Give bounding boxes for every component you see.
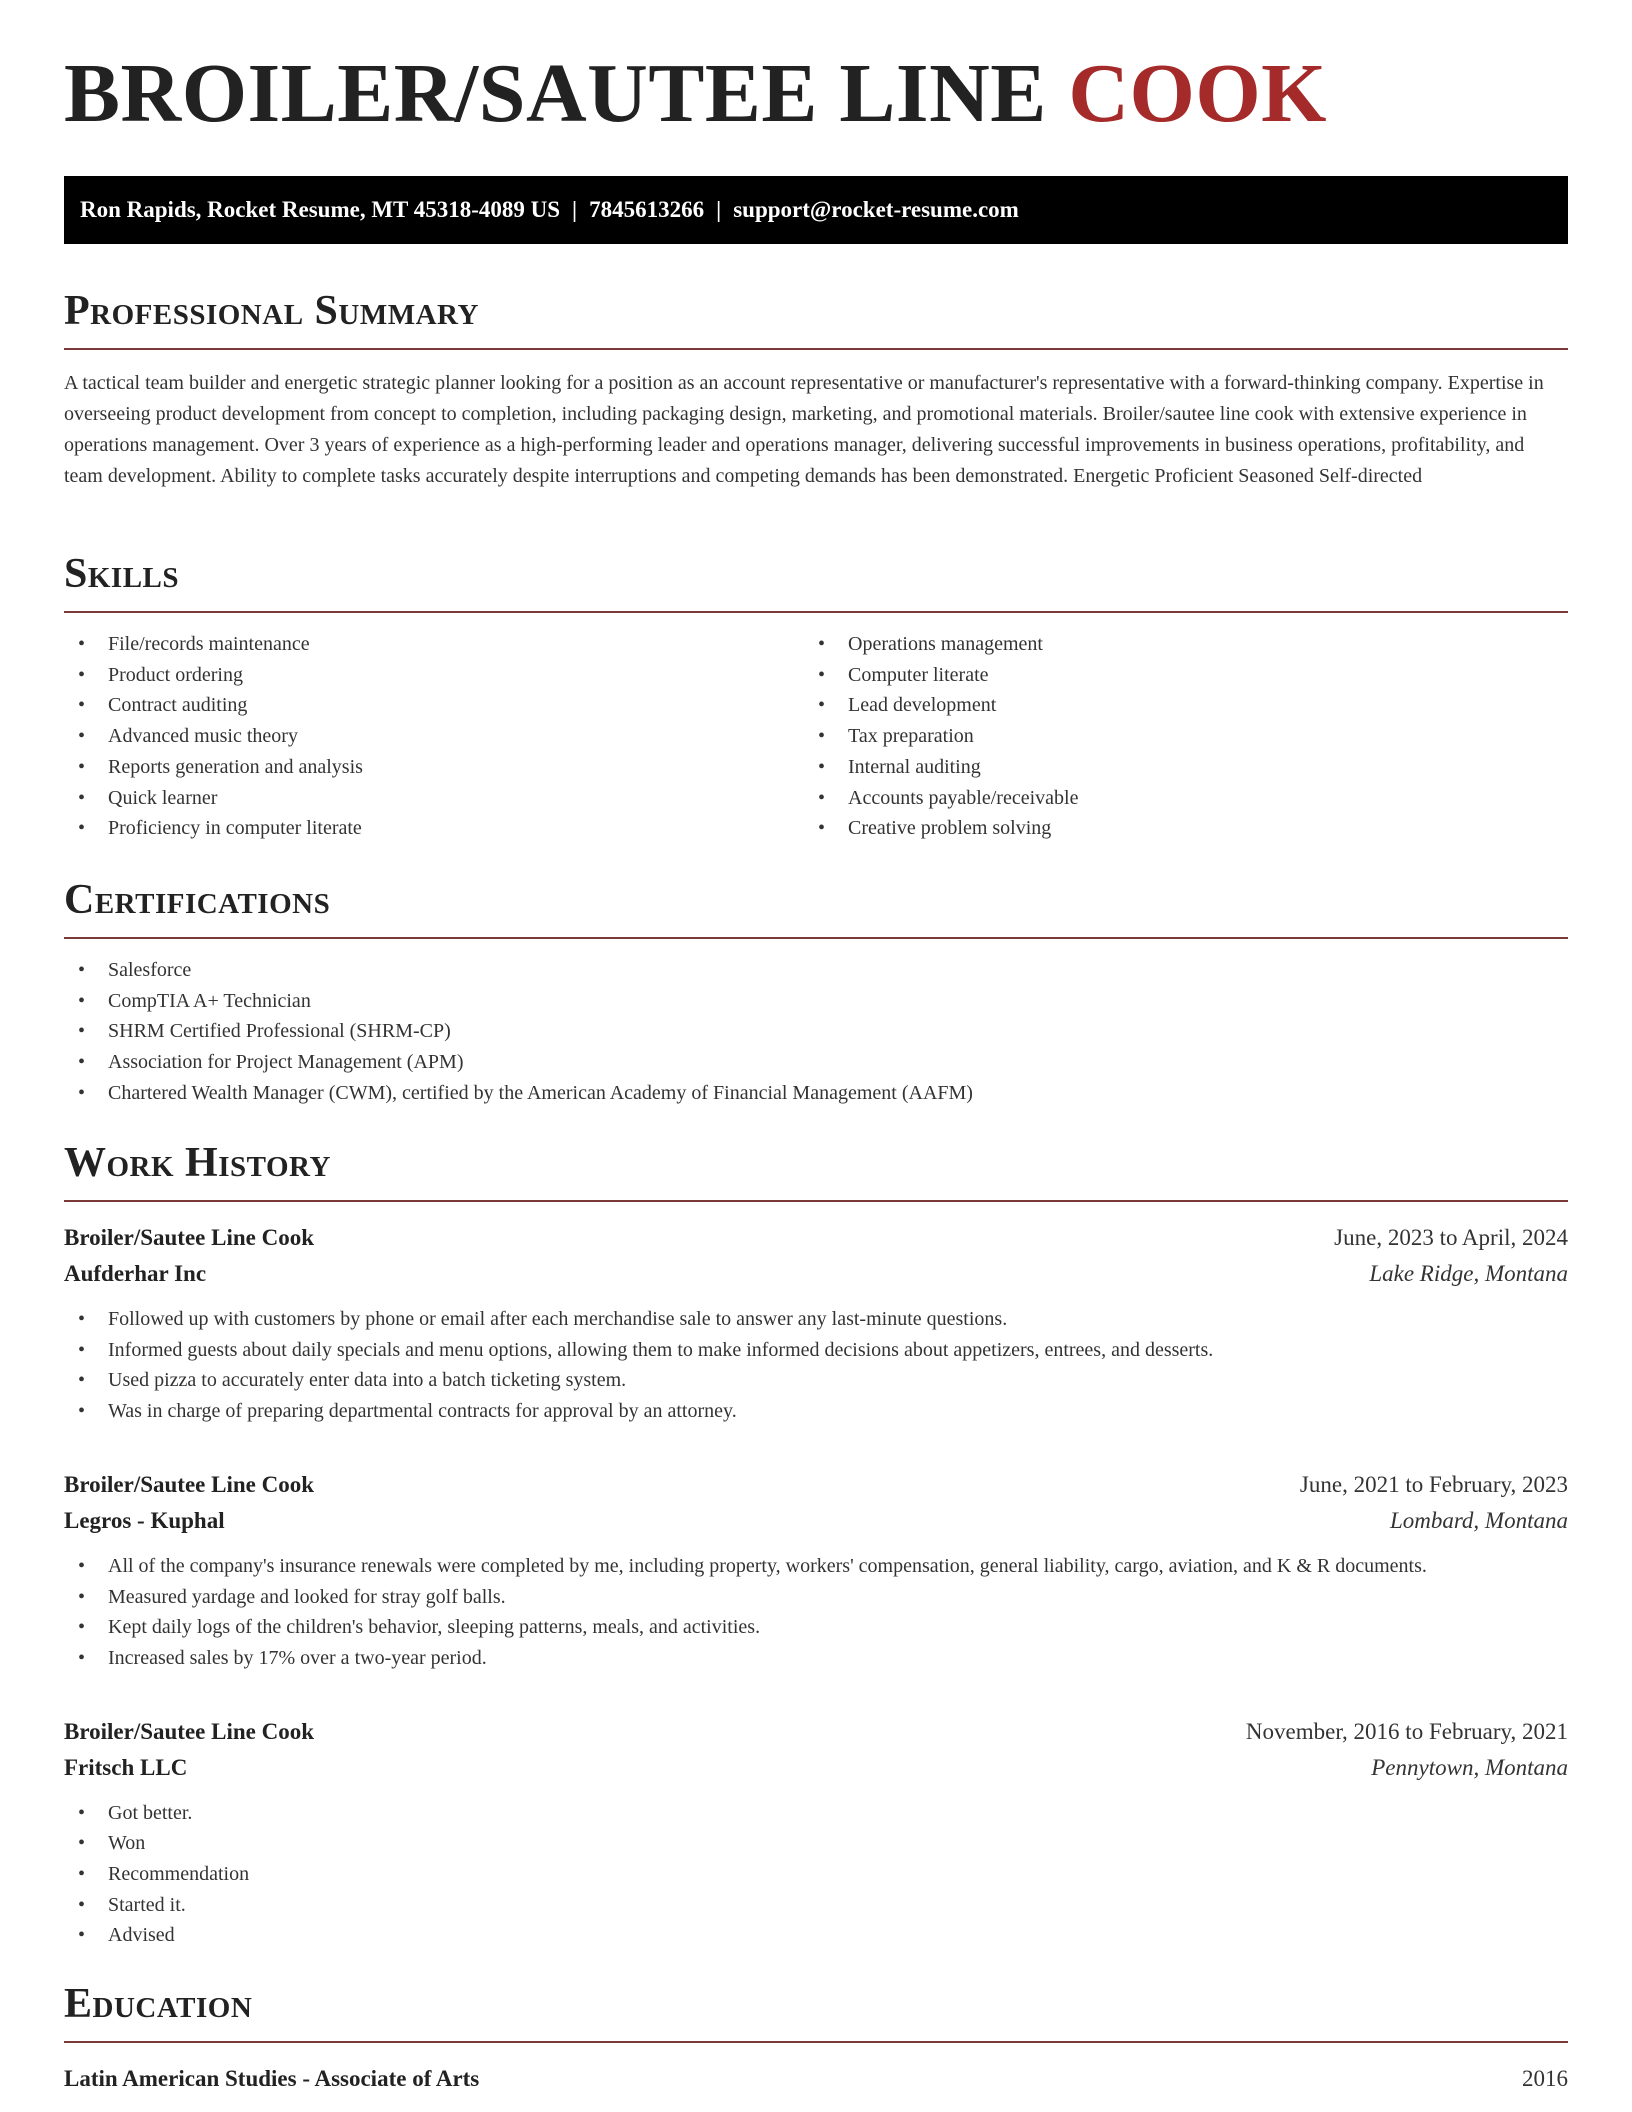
list-item: • Reports generation and analysis bbox=[64, 752, 804, 783]
list-item: • Won bbox=[64, 1828, 1568, 1859]
section-heading: Skills bbox=[64, 551, 180, 597]
list-item: • Proficiency in computer literate bbox=[64, 813, 804, 844]
job-header-row bbox=[64, 1220, 1568, 1256]
job-title: Broiler/Sautee Line Cook bbox=[64, 1471, 315, 1497]
contact-separator: | bbox=[572, 197, 578, 222]
job-company: Fritsch LLC bbox=[64, 1754, 188, 1780]
work-history-section bbox=[64, 1138, 1568, 1951]
job-company: Legros - Kuphal bbox=[64, 1507, 225, 1533]
section-heading: Education bbox=[64, 1981, 253, 2027]
list-item: • Lead development bbox=[804, 690, 1544, 721]
title-main: BROILER/SAUTEE LINE bbox=[64, 47, 1069, 140]
section-divider bbox=[64, 348, 1568, 350]
section-divider bbox=[64, 2041, 1568, 2043]
job-header-row bbox=[64, 1714, 1568, 1750]
skills-list-right bbox=[804, 629, 1544, 844]
job-dates: November, 2016 to February, 2021 bbox=[1245, 1718, 1568, 1744]
list-item: • Association for Project Management (APM) bbox=[64, 1047, 1568, 1078]
list-item: • Tax preparation bbox=[804, 721, 1544, 752]
job-duties-list bbox=[64, 1798, 1568, 1952]
list-item: • Creative problem solving bbox=[804, 813, 1544, 844]
contact-separator: | bbox=[716, 197, 722, 222]
list-item: • Informed guests about daily specials and menu options, allowing them to make informed decisions about appetizers, entrees, and desserts. bbox=[64, 1335, 1568, 1366]
education-section bbox=[64, 1979, 1568, 2097]
list-item: • Increased sales by 17% over a two-year period. bbox=[64, 1643, 1568, 1674]
list-item: • CompTIA A+ Technician bbox=[64, 986, 1568, 1017]
job-title: Broiler/Sautee Line Cook bbox=[64, 1718, 315, 1744]
section-heading: Work History bbox=[64, 1140, 331, 1186]
list-item: • Started it. bbox=[64, 1890, 1568, 1921]
contact-address: Ron Rapids, Rocket Resume, MT 45318-4089 US bbox=[80, 197, 561, 222]
job-location: Pennytown, Montana bbox=[1371, 1754, 1568, 1780]
job-dates: June, 2021 to February, 2023 bbox=[1299, 1471, 1568, 1497]
education-degree: Latin American Studies - Associate of Arts bbox=[64, 2066, 480, 2091]
job-company: Aufderhar Inc bbox=[64, 1261, 207, 1286]
list-item: • Recommendation bbox=[64, 1859, 1568, 1890]
contact-email[interactable]: support@rocket-resume.com bbox=[733, 197, 1019, 222]
list-item: • Contract auditing bbox=[64, 690, 804, 721]
section-heading: Certifications bbox=[64, 877, 331, 923]
list-item: • Measured yardage and looked for stray golf balls. bbox=[64, 1582, 1568, 1613]
list-item: • Accounts payable/receivable bbox=[804, 783, 1544, 814]
job-header-row bbox=[64, 1467, 1568, 1503]
list-item: • Internal auditing bbox=[804, 752, 1544, 783]
title-accent: COOK bbox=[1068, 47, 1327, 140]
job-company-row bbox=[64, 1503, 1568, 1539]
list-item: • Advanced music theory bbox=[64, 721, 804, 752]
section-divider bbox=[64, 1200, 1568, 1202]
job-company-row bbox=[64, 1256, 1568, 1292]
list-item: • Salesforce bbox=[64, 955, 1568, 986]
resume-title bbox=[64, 47, 1327, 140]
job-location: Lombard, Montana bbox=[1389, 1507, 1568, 1533]
list-item: • Followed up with customers by phone or email after each merchandise sale to answer any last-minute questions. bbox=[64, 1304, 1568, 1335]
job-entry bbox=[64, 1714, 1568, 1952]
skills-section bbox=[64, 549, 1568, 844]
summary-text: A tactical team builder and energetic strategic planner looking for a position as an account representative or manufacturer's representative with a forward-thinking company. Expertise in overseeing product development from concept to completion, including packaging design, marketing, and promotional materials. Broiler/sautee line cook with extensive experience in operations management. Over 3 years of experience as a high-performing leader and operations manager, delivering successful improvements in business operations, profitability, and team development. Ability to complete tasks accurately despite interruptions and competing demands has been demonstrated. Energetic Proficient Seasoned Self-directed bbox=[64, 372, 1544, 487]
skills-list-left bbox=[64, 629, 804, 844]
section-heading: Professional Summary bbox=[64, 288, 479, 334]
list-item: • Quick learner bbox=[64, 783, 804, 814]
certifications-list bbox=[64, 955, 1568, 1109]
job-duties-list bbox=[64, 1551, 1568, 1674]
job-entry bbox=[64, 1467, 1568, 1674]
certifications-section bbox=[64, 875, 1568, 1109]
contact-bar bbox=[64, 176, 1568, 244]
list-item: • File/records maintenance bbox=[64, 629, 804, 660]
professional-summary-section bbox=[64, 286, 1568, 492]
section-divider bbox=[64, 937, 1568, 939]
contact-phone: 7845613266 bbox=[589, 197, 705, 222]
list-item: • Chartered Wealth Manager (CWM), certified by the American Academy of Financial Management (AAFM) bbox=[64, 1078, 1568, 1109]
list-item: • Product ordering bbox=[64, 660, 804, 691]
education-header-row bbox=[64, 2061, 1568, 2097]
list-item: • Kept daily logs of the children's behavior, sleeping patterns, meals, and activities. bbox=[64, 1612, 1568, 1643]
education-entry bbox=[64, 2061, 1568, 2097]
skills-grid bbox=[64, 613, 1568, 844]
job-company-row bbox=[64, 1750, 1568, 1786]
list-item: • Got better. bbox=[64, 1798, 1568, 1829]
education-year: 2016 bbox=[1522, 2066, 1568, 2091]
list-item: • Was in charge of preparing departmental contracts for approval by an attorney. bbox=[64, 1396, 1568, 1427]
list-item: • Advised bbox=[64, 1920, 1568, 1951]
job-location: Lake Ridge, Montana bbox=[1369, 1261, 1568, 1286]
job-dates: June, 2023 to April, 2024 bbox=[1334, 1225, 1568, 1250]
job-title: Broiler/Sautee Line Cook bbox=[64, 1225, 315, 1250]
job-entry bbox=[64, 1220, 1568, 1427]
list-item: • SHRM Certified Professional (SHRM-CP) bbox=[64, 1016, 1568, 1047]
list-item: • Used pizza to accurately enter data into a batch ticketing system. bbox=[64, 1365, 1568, 1396]
list-item: • Computer literate bbox=[804, 660, 1544, 691]
list-item: • Operations management bbox=[804, 629, 1544, 660]
list-item: • All of the company's insurance renewals were completed by me, including property, workers' compensation, general liability, cargo, aviation, and K & R documents. bbox=[64, 1551, 1568, 1582]
job-duties-list bbox=[64, 1304, 1568, 1427]
